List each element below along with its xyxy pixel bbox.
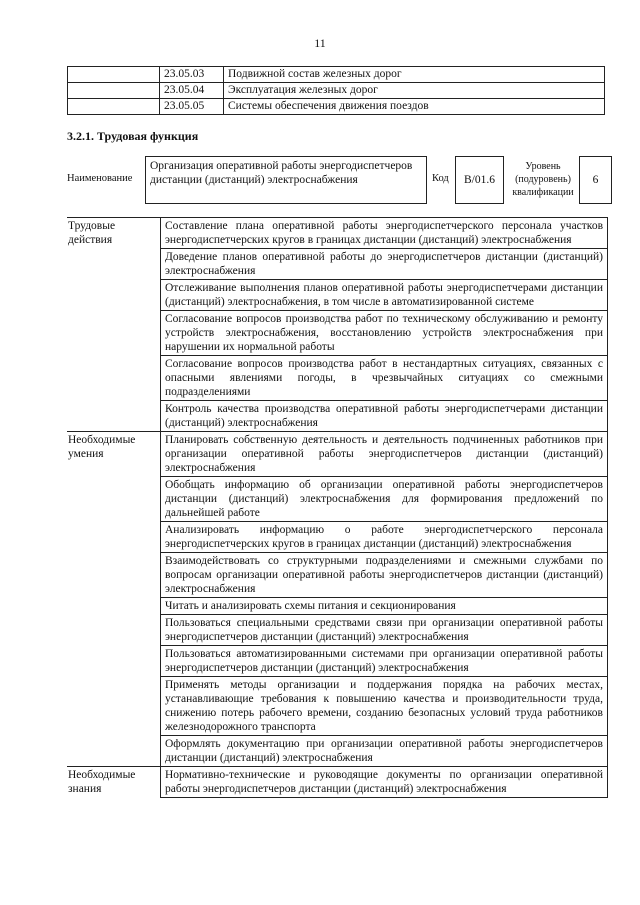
table-row: [67, 280, 608, 311]
category-cell: [67, 615, 161, 646]
specialty-table: [67, 66, 605, 115]
category-cell: Необходимые умения: [67, 432, 161, 477]
specialty-code: 23.05.05: [160, 99, 224, 115]
table-row: [67, 249, 608, 280]
item-cell: Доведение планов оперативной работы до энергодиспетчеров дистанции (дистанций) электроснабжения: [161, 249, 608, 280]
category-cell: [67, 598, 161, 615]
item-cell: Согласование вопросов производства работ в нестандартных ситуациях, связанных с опасными явлениями погоды, в чрезвычайных ситуациях со смежными подразделениями: [161, 356, 608, 401]
blank-cell: [68, 99, 160, 115]
table-row: [67, 767, 608, 798]
item-cell: Контроль качества производства оперативной работы энергодиспетчерами дистанции (дистанций) электроснабжения: [161, 401, 608, 432]
level-label: Уровень (подуровень) квалификации: [512, 161, 574, 198]
item-cell: Применять методы организации и поддержания порядка на рабочих местах, устанавливающие требования к повышению качества и производительности труда, снижению потерь рабочего времени, созданию безопасных условий труда работников железнодорожного транспорта: [161, 677, 608, 736]
specialty-code: 23.05.04: [160, 83, 224, 99]
specialty-code: 23.05.03: [160, 67, 224, 83]
item-cell: Анализировать информацию о работе энергодиспетчерского персонала энергодиспетчерских кругов в границах дистанции (дистанций) электроснабжения: [161, 522, 608, 553]
specialty-name: Системы обеспечения движения поездов: [224, 99, 605, 115]
item-cell: Пользоваться специальными средствами связи при организации оперативной работы энергодиспетчеров дистанции (дистанций) электроснабжения: [161, 615, 608, 646]
table-row: [67, 615, 608, 646]
category-cell: Необходимые знания: [67, 767, 161, 798]
function-name: Организация оперативной работы энергодиспетчеров дистанции (дистанций) электроснабжения: [145, 156, 427, 204]
function-code: B/01.6: [455, 156, 504, 204]
table-row: [67, 736, 608, 767]
table-row: [68, 67, 605, 83]
table-row: [67, 401, 608, 432]
table-row: [68, 99, 605, 115]
item-cell: Читать и анализировать схемы питания и секционирования: [161, 598, 608, 615]
blank-cell: [68, 83, 160, 99]
table-row: [67, 311, 608, 356]
table-row: [67, 356, 608, 401]
item-cell: Оформлять документацию при организации оперативной работы энергодиспетчеров дистанции (дистанций) электроснабжения: [161, 736, 608, 767]
item-cell: Отслеживание выполнения планов оперативной работы энергодиспетчерами дистанции (дистанций) электроснабжения, в том числе в автоматизированной системе: [161, 280, 608, 311]
category-cell: [67, 736, 161, 767]
table-row: [67, 522, 608, 553]
item-cell: Пользоваться автоматизированными системами при организации оперативной работы энергодиспетчеров дистанции (дистанций) электроснабжения: [161, 646, 608, 677]
category-cell: [67, 280, 161, 311]
table-row: [68, 83, 605, 99]
table-row: [67, 677, 608, 736]
page-number: 11: [314, 36, 326, 50]
item-cell: Нормативно-технические и руководящие документы по организации оперативной работы энергодиспетчеров дистанции (дистанций) электроснабжения: [161, 767, 608, 798]
table-row: [67, 553, 608, 598]
item-cell: Составление плана оперативной работы энергодиспетчерского персонала участков энергодиспетчерских кругов в границах дистанции (дистанций) электроснабжения: [161, 218, 608, 249]
category-cell: [67, 522, 161, 553]
blank-cell: [68, 67, 160, 83]
table-row: [67, 432, 608, 477]
item-cell: Взаимодействовать со структурными подразделениями и смежными службами по вопросам организации оперативной работы энергодиспетчеров дистанции (дистанций) электроснабжения: [161, 553, 608, 598]
level-value: 6: [579, 156, 612, 204]
table-row: [67, 477, 608, 522]
code-label: Код: [432, 173, 449, 184]
category-cell: Трудовые действия: [67, 218, 161, 249]
name-label: Наименование: [67, 173, 133, 184]
category-cell: [67, 646, 161, 677]
category-cell: [67, 553, 161, 598]
item-cell: Обобщать информацию об организации оперативной работы энергодиспетчеров дистанции (дистанций) электроснабжения для формирования предложений по дальнейшей работе: [161, 477, 608, 522]
category-cell: [67, 401, 161, 432]
category-cell: [67, 356, 161, 401]
item-cell: Согласование вопросов производства работ по техническому обслуживанию и ремонту устройств электроснабжения, восстановлению устройств электроснабжения при нарушении их нормальной работы: [161, 311, 608, 356]
specialty-name: Подвижной состав железных дорог: [224, 67, 605, 83]
section-title: 3.2.1. Трудовая функция: [67, 129, 199, 143]
specialty-name: Эксплуатация железных дорог: [224, 83, 605, 99]
table-row: [67, 646, 608, 677]
category-cell: [67, 477, 161, 522]
category-cell: [67, 311, 161, 356]
category-cell: [67, 249, 161, 280]
table-row: [67, 218, 608, 249]
function-table: [67, 217, 608, 798]
category-cell: [67, 677, 161, 736]
function-header: [67, 156, 612, 204]
item-cell: Планировать собственную деятельность и деятельность подчиненных работников при организации оперативной работы энергодиспетчеров дистанции (дистанций) электроснабжения: [161, 432, 608, 477]
table-row: [67, 598, 608, 615]
